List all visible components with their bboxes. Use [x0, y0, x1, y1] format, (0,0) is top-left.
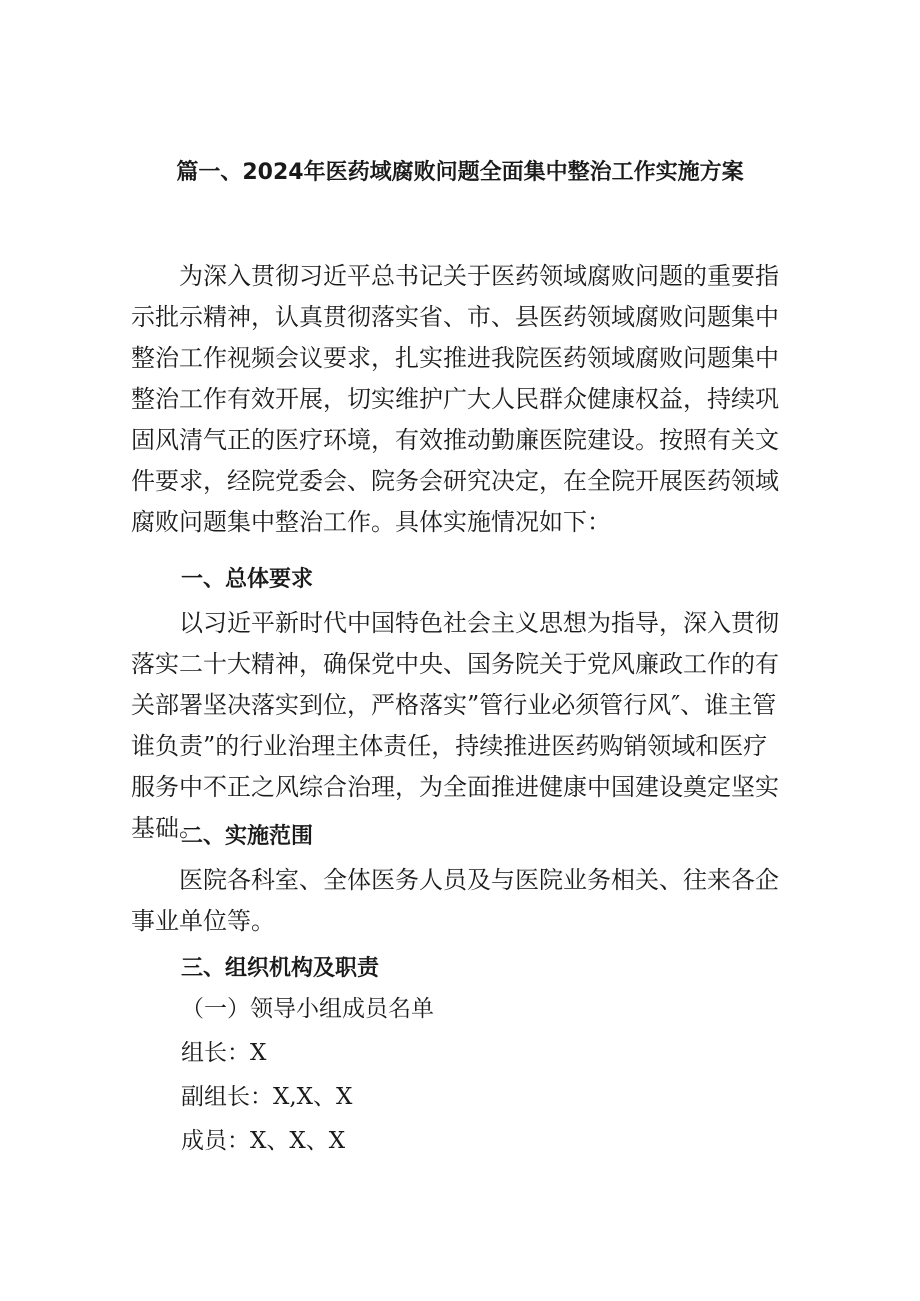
member-line-members: 成员：X、X、X	[181, 1128, 346, 1154]
section-1-paragraph: 以习近平新时代中国特色社会主义思想为指导，深入贯彻落实二十大精神，确保党中央、国务院关于党风廉政工作的有关部署坚决落实到位，严格落实”管行业必须管行风″、谁主管谁负责”的行业治理主体责任，持续推进医药购销领域和医疗服务中不正之风综合治理，为全面推进健康中国建设奠定坚实基础。	[131, 609, 779, 842]
document-title: 篇一、2024年医药域腐败问题全面集中整治工作实施方案	[176, 160, 744, 185]
section-2-paragraph: 医院各科室、全体医务人员及与医院业务相关、往来各企事业单位等。	[131, 866, 779, 935]
subsection-heading: （一）领导小组成员名单	[181, 996, 434, 1022]
section-heading-2: 二、实施范围	[181, 824, 314, 849]
member-line-leader: 组长：X	[181, 1040, 267, 1066]
section-heading-1: 一、总体要求	[181, 567, 314, 592]
member-line-deputy: 副组长：X,X、X	[181, 1084, 353, 1110]
section-heading-3: 三、组织机构及职责	[181, 956, 380, 981]
intro-paragraph: 为深入贯彻习近平总书记关于医药领域腐败问题的重要指示批示精神，认真贯彻落实省、市、县医药领域腐败问题集中整治工作视频会议要求，扎实推进我院医药领域腐败问题集中整治工作有效开展，切实维护广大人民群众健康权益，持续巩固风清气正的医疗环境，有效推动勤廉医院建设。按照有关文件要求，经院党委会、院务会研究决定，在全院开展医药领域腐败问题集中整治工作。具体实施情况如下：	[131, 262, 779, 536]
